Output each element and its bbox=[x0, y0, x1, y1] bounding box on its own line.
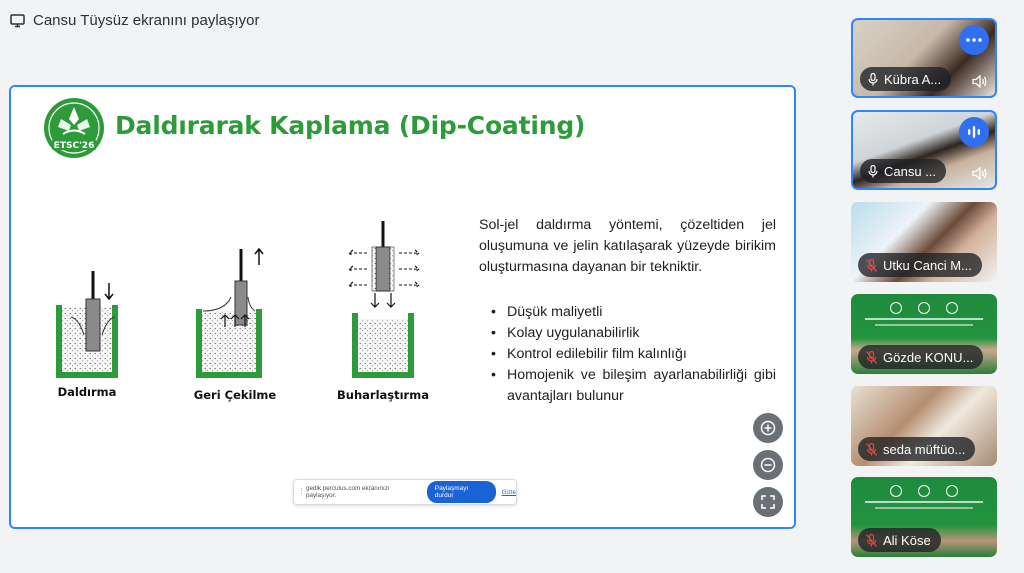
background-text bbox=[865, 501, 983, 503]
bullet-item: • Homojenik ve bileşim ayarlanabilirliği gibi avantajları bulunur bbox=[489, 365, 776, 407]
mic-muted-icon bbox=[866, 534, 877, 547]
more-icon bbox=[966, 38, 982, 42]
volume-icon[interactable] bbox=[972, 167, 987, 180]
shared-screen bbox=[9, 85, 796, 529]
zoom-in-button[interactable] bbox=[753, 413, 783, 443]
bullet-item: • Kolay uygulanabilirlik bbox=[489, 323, 776, 344]
background-logos bbox=[851, 302, 997, 314]
participant-tile[interactable] bbox=[851, 386, 997, 466]
stage-dipping bbox=[58, 271, 117, 399]
stage-label: Daldırma bbox=[57, 385, 117, 399]
speaking-indicator bbox=[959, 117, 989, 147]
participant-name: Kübra A... bbox=[884, 71, 942, 87]
participant-name: Gözde KONU... bbox=[883, 349, 974, 365]
bullet-item: • Kontrol edilebilir film kalınlığı bbox=[489, 344, 776, 365]
stage-label: Buharlaştırma bbox=[337, 388, 429, 402]
slide-title: Daldırarak Kaplama (Dip-Coating) bbox=[115, 111, 586, 140]
share-message: gedik.perculus.com ekranınızı paylaşıyor. bbox=[306, 485, 390, 499]
screen-share-status bbox=[10, 12, 260, 29]
participant-tile[interactable] bbox=[851, 110, 997, 190]
drag-handle-icon[interactable]: ⋮ bbox=[298, 488, 305, 495]
screen-share-notification bbox=[293, 479, 517, 505]
zoom-in-icon bbox=[760, 420, 776, 436]
bullet-item: • Düşük maliyetli bbox=[489, 302, 776, 323]
zoom-out-button[interactable] bbox=[753, 450, 783, 480]
background-text bbox=[865, 318, 983, 320]
fullscreen-button[interactable] bbox=[753, 487, 783, 517]
etsc-logo bbox=[43, 97, 105, 159]
background-text bbox=[875, 324, 973, 326]
slide-bullets bbox=[489, 302, 776, 407]
presentation-slide bbox=[11, 87, 794, 527]
volume-icon[interactable] bbox=[972, 75, 987, 88]
participant-label bbox=[860, 67, 951, 91]
participant-label bbox=[858, 528, 941, 552]
dip-coating-diagram bbox=[49, 207, 469, 417]
participant-tile[interactable] bbox=[851, 477, 997, 557]
background-text bbox=[875, 507, 973, 509]
zoom-out-icon bbox=[760, 457, 776, 473]
share-status-text: Cansu Tüysüz ekranını paylaşıyor bbox=[33, 12, 260, 29]
mic-icon bbox=[868, 73, 878, 86]
fullscreen-icon bbox=[760, 494, 776, 510]
participant-name: Utku Canci M... bbox=[883, 257, 972, 273]
stage-evaporation bbox=[337, 221, 429, 402]
participant-tile[interactable] bbox=[851, 294, 997, 374]
stage-withdrawal bbox=[194, 249, 277, 402]
participant-label bbox=[858, 345, 983, 369]
participant-label bbox=[858, 437, 975, 461]
slide-paragraph: Sol-jel daldırma yöntemi, çözeltiden jel oluşumuna ve jelin katılaşarak yüzeyde birikim oluşturmasına dayanan bir tekniktir. bbox=[479, 217, 776, 275]
participant-label bbox=[858, 253, 982, 277]
mic-icon bbox=[868, 165, 878, 178]
participant-tile[interactable] bbox=[851, 202, 997, 282]
participant-tile[interactable] bbox=[851, 18, 997, 98]
hide-link[interactable]: Gizle bbox=[501, 488, 516, 496]
logo-text: ETSC'26 bbox=[53, 141, 95, 151]
stop-sharing-button[interactable]: Paylaşmayı durdur bbox=[427, 481, 496, 503]
participant-label bbox=[860, 159, 946, 183]
mic-muted-icon bbox=[866, 351, 877, 364]
background-logos bbox=[851, 485, 997, 497]
participant-name: seda müftüo... bbox=[883, 441, 966, 457]
audio-level-icon bbox=[967, 125, 981, 139]
monitor-icon bbox=[10, 14, 25, 28]
more-options-button[interactable] bbox=[959, 25, 989, 55]
mic-muted-icon bbox=[866, 259, 877, 272]
participant-name: Cansu ... bbox=[884, 163, 937, 179]
mic-muted-icon bbox=[866, 443, 877, 456]
participant-name: Ali Köse bbox=[883, 532, 931, 548]
stage-label: Geri Çekilme bbox=[193, 388, 277, 402]
